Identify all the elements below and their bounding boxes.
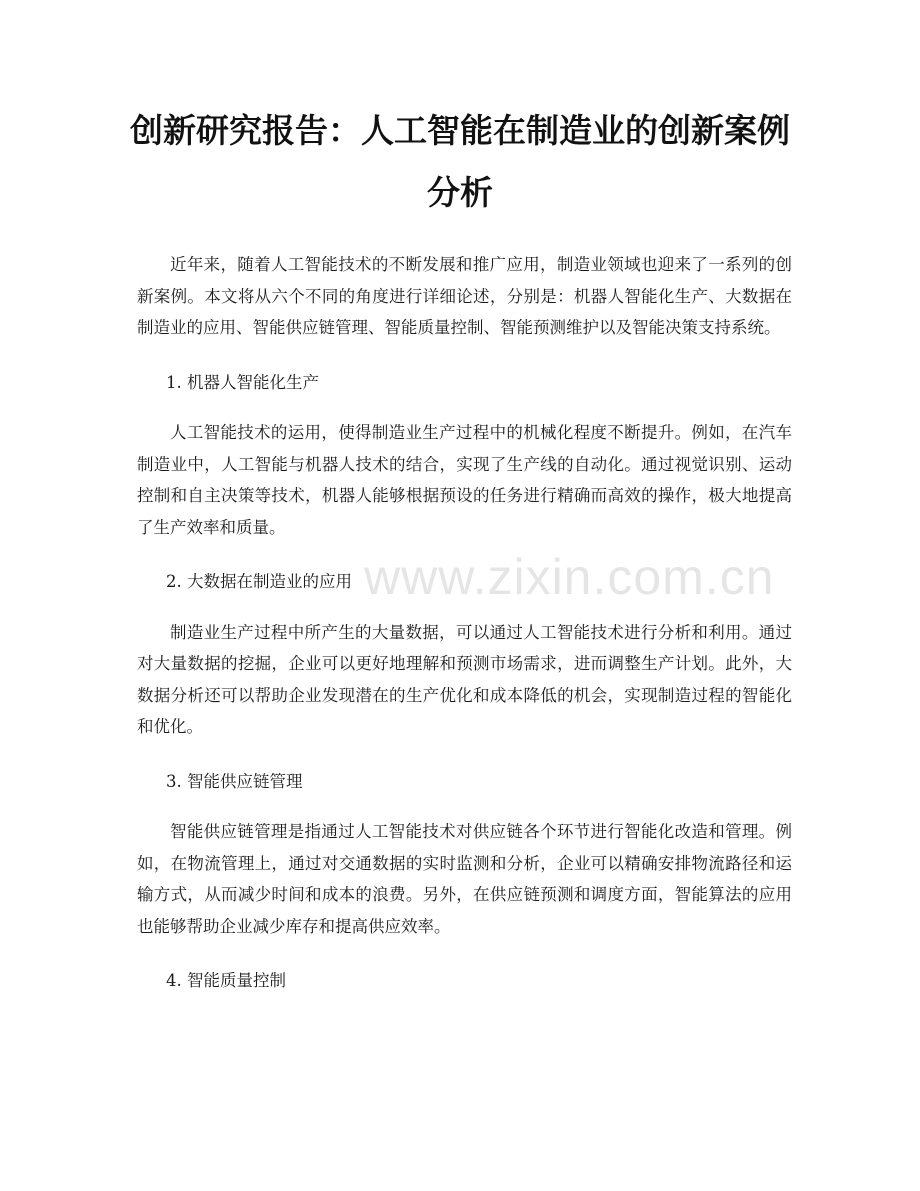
intro-paragraph: 近年来，随着人工智能技术的不断发展和推广应用，制造业领域也迎来了一系列的创新案例。本文将从六个不同的角度进行详细论述，分别是：机器人智能化生产、大数据在制造业的应用、智能供应链管理、智能质量控制、智能预测维护以及智能决策支持系统。 [137, 255, 792, 337]
watermark: www.zixin.com.cn [364, 549, 775, 605]
document-title: 创新研究报告：人工智能在制造业的创新案例分析 [130, 111, 790, 212]
section-paragraph-3: 智能供应链管理是指通过人工智能技术对供应链各个环节进行智能化改造和管理。例如，在物流管理上，通过对交通数据的实时监测和分析，企业可以精确安排物流路径和运输方式，从而减少时间和成本的浪费。另外，在供应链预测和调度方面，智能算法的应用也能够帮助企业减少库存和提高供应效率。 [137, 822, 792, 936]
section-heading-3: 3. 智能供应链管理 [166, 771, 303, 791]
section-heading-4: 4. 智能质量控制 [166, 971, 286, 990]
section-paragraph-1: 人工智能技术的运用，使得制造业生产过程中的机械化程度不断提升。例如，在汽车制造业中，人工智能与机器人技术的结合，实现了生产线的自动化。通过视觉识别、运动控制和自主决策等技术，机器人能够根据预设的任务进行精确而高效的操作，极大地提高了生产效率和质量。 [137, 423, 792, 537]
section-heading-1: 1. 机器人智能化生产 [166, 372, 319, 392]
section-paragraph-2: 制造业生产过程中所产生的大量数据，可以通过人工智能技术进行分析和利用。通过对大量数据的挖掘，企业可以更好地理解和预测市场需求，进而调整生产计划。此外，大数据分析还可以帮助企业发现潜在的生产优化和成本降低的机会，实现制造过程的智能化和优化。 [137, 622, 792, 736]
section-heading-2: 2. 大数据在制造业的应用 [166, 572, 352, 591]
document-body [137, 249, 792, 997]
